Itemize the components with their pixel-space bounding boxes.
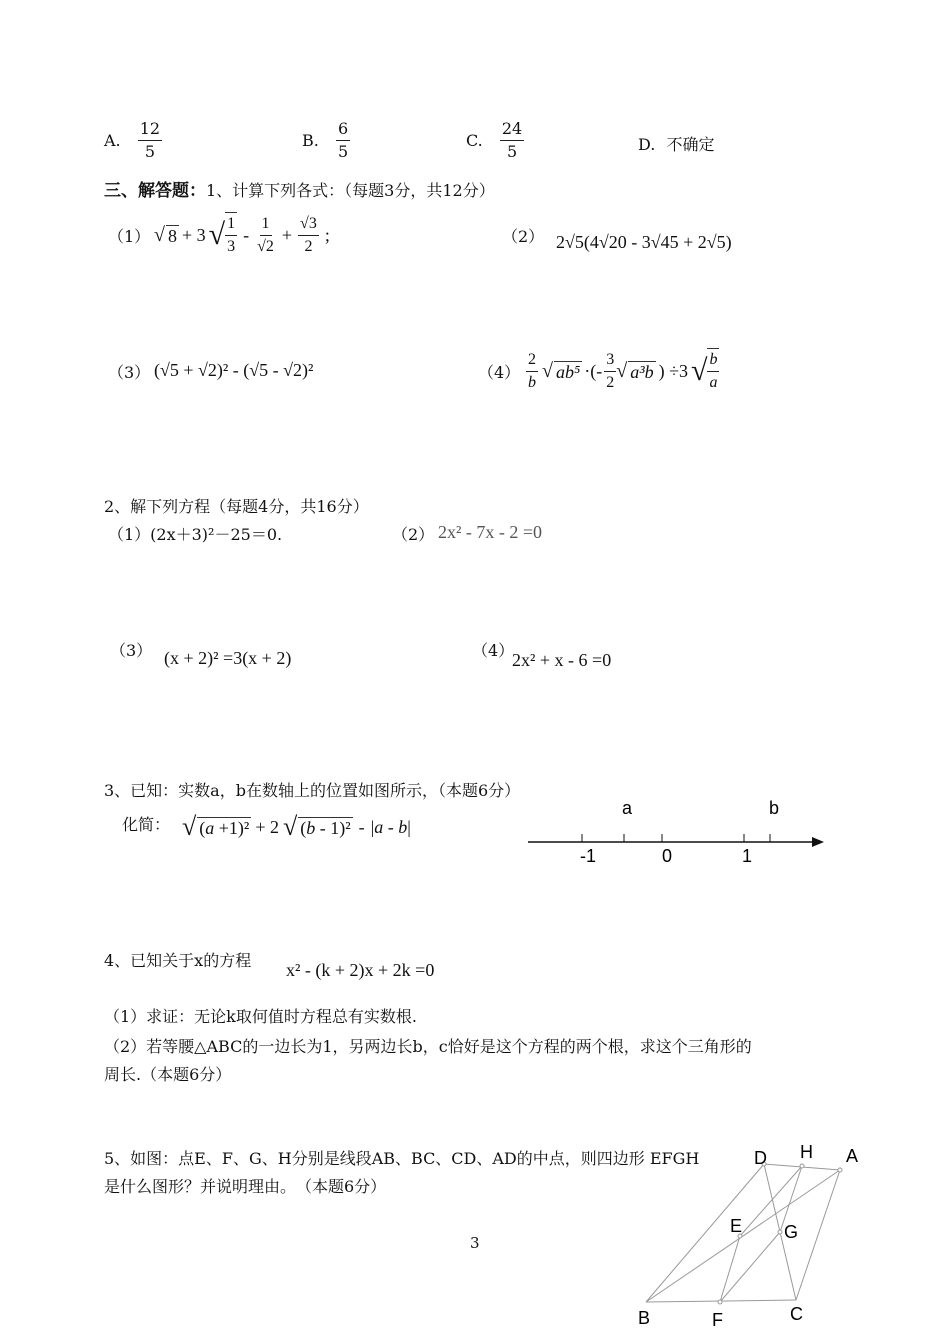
q1-part2-label: （2） — [502, 227, 545, 246]
q1-part3-label: （3） — [108, 363, 151, 382]
label-f: F — [712, 1310, 723, 1330]
segment-bd — [646, 1164, 764, 1302]
segment-ab — [646, 1170, 840, 1302]
q2-part3-expression: (x + 2)² =3(x + 2) — [164, 648, 292, 668]
label-d: D — [754, 1148, 767, 1168]
option-d-letter: D. — [638, 135, 656, 154]
number-line-figure — [520, 790, 840, 870]
q1-part3-expression: (√5 + √2)² - (√5 - √2)² — [154, 360, 314, 380]
option-a-denominator: 5 — [144, 142, 155, 161]
label-h: H — [800, 1142, 813, 1162]
option-c-letter: C. — [466, 131, 483, 150]
q4-part2-line1: （2）若等腰△ABC的一边长为1，另两边长b，c恰好是这个方程的两个根，求这个三角形的 — [104, 1037, 752, 1056]
q4-part1: （1）求证：无论k取何值时方程总有实数根. — [104, 1007, 417, 1026]
label-a: A — [846, 1146, 859, 1166]
label-b: B — [638, 1308, 651, 1328]
page-number: 3 — [470, 1234, 480, 1252]
q2-part4-label: （4） — [472, 641, 515, 660]
option-a-numerator: 12 — [138, 118, 162, 141]
q2-title: 2、解下列方程（每题4分，共16分） — [104, 497, 369, 516]
option-c — [466, 118, 524, 163]
q2-part3-label: （3） — [110, 641, 153, 660]
q5-line2: 是什么图形？并说明理由。 （本题6分） — [104, 1177, 387, 1196]
q3-title: 3、已知：实数a，b在数轴上的位置如图所示，（本题6分） — [104, 781, 521, 800]
segment-ef — [720, 1236, 740, 1302]
numberline-tick-label-0: 0 — [662, 846, 673, 866]
option-d — [638, 132, 714, 155]
q1-part2-expression: 2√5(4√20 - 3√45 + 2√5) — [556, 232, 732, 252]
option-a — [104, 118, 162, 163]
q2-part4-expression: 2x² + x - 6 =0 — [512, 650, 612, 670]
q3-expression: √ (a +1)² + 2 √ (b - 1)² - |a - b| — [182, 812, 411, 841]
option-c-denominator: 5 — [506, 142, 518, 161]
label-e: E — [730, 1216, 743, 1236]
number-line-arrow — [812, 837, 824, 847]
point-h — [800, 1164, 804, 1168]
option-a-letter: A. — [104, 131, 121, 150]
point-g — [778, 1230, 782, 1234]
point-a — [838, 1168, 842, 1172]
q1-part1-expression: √ 8 + 3 √ $\frac{1}{3}$ - $\frac{1}{√2}$ + $\frac{√3}{2}$ ; — [154, 212, 330, 258]
section-3-heading-line — [104, 176, 495, 201]
q2-part2-label: （2） — [392, 525, 435, 544]
q1-part4-label: （4） — [478, 363, 521, 382]
section-heading: 三、解答题： — [104, 181, 206, 201]
q4-part2-line2: 周长.（本题6分） — [104, 1065, 232, 1084]
option-b-denominator: 5 — [337, 142, 349, 161]
label-g: G — [784, 1222, 799, 1242]
option-c-numerator: 24 — [500, 118, 524, 141]
option-b-letter: B. — [302, 131, 319, 150]
numberline-label-b: b — [769, 798, 780, 818]
q1-part1-label: （1） — [108, 227, 151, 246]
point-f — [718, 1300, 722, 1304]
q4-equation: x² - (k + 2)x + 2k =0 — [286, 960, 435, 980]
q1-part4-expression: $\frac{2}{b}$ √ ab⁵ ·(- $\frac{3}{2}$ √ a³b ) ÷3 √ $\frac{b}{a}$ — [526, 348, 719, 394]
segment-fg — [720, 1232, 780, 1302]
numberline-label-a: a — [622, 798, 633, 818]
q2-part2-expression: 2x² - 7x - 2 =0 — [438, 522, 543, 542]
option-b-numerator: 6 — [336, 118, 350, 141]
numberline-tick-label-neg1: -1 — [580, 846, 597, 866]
numberline-tick-label-1: 1 — [742, 846, 753, 866]
q1-title: 1、计算下列各式：（每题3分，共12分） — [206, 181, 495, 200]
q3-simplify-label: 化简： — [122, 815, 171, 834]
label-c: C — [790, 1304, 803, 1324]
option-d-text: 不确定 — [666, 135, 715, 154]
segment-ac — [796, 1170, 840, 1300]
quadrilateral-figure — [620, 1134, 870, 1342]
option-b — [302, 118, 350, 163]
q5-line1: 5、如图：点E、F、G、H分别是线段AB、BC、CD、AD的中点，则四边形 EFGH — [104, 1149, 700, 1168]
q4-title: 4、已知关于x的方程 — [104, 951, 252, 970]
q2-part1: （1）(2x＋3)²－25＝0. — [108, 525, 283, 544]
